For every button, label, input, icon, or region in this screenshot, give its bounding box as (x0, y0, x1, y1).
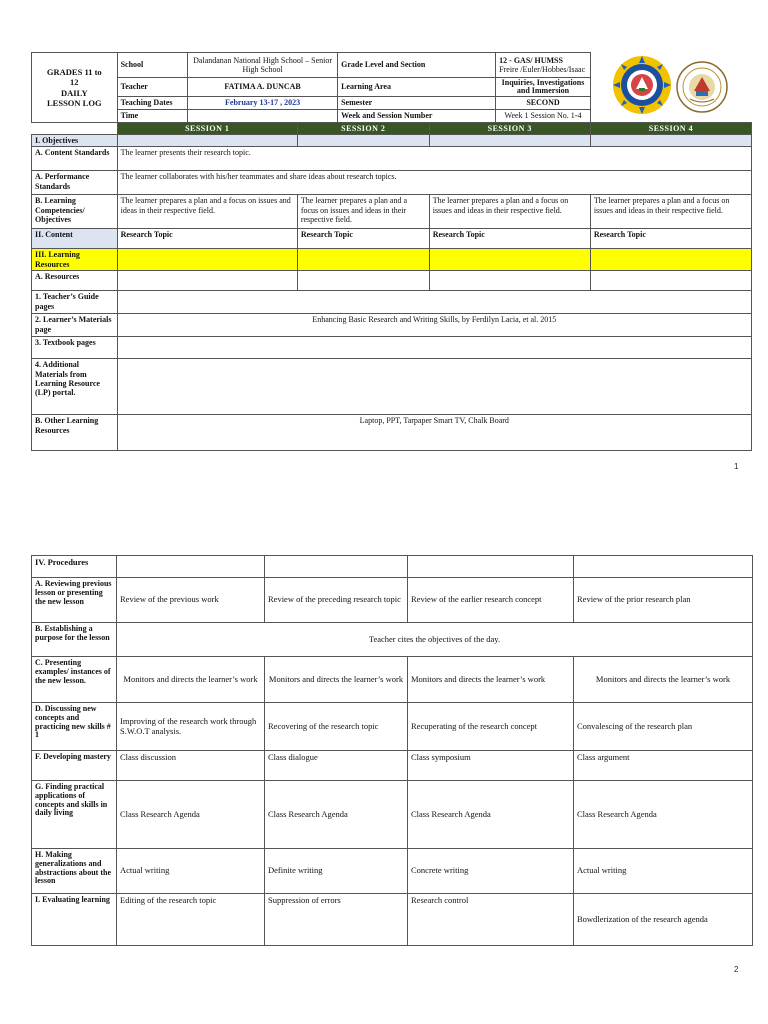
procedure-cell: Monitors and directs the learner’s work (117, 657, 265, 703)
procedure-cell: Monitors and directs the learner’s work (408, 657, 574, 703)
semester-label: Semester (338, 97, 496, 110)
resources-a-s3 (429, 271, 590, 291)
procedure-cell: Class Research Agenda (117, 781, 265, 849)
procedure-cell: Review of the prior research plan (574, 578, 753, 623)
objectives-heading: I. Objectives (32, 135, 118, 147)
procedure-cell: Improving of the research work through S.W.O.T analysis. (117, 703, 265, 751)
content-s3: Research Topic (429, 229, 590, 249)
grade-value: 12 - GAS/ HUMSS Freire /Euler/Hobbes/Isaac (496, 53, 591, 78)
school-value: Dalandanan National High School – Senior High School (188, 53, 338, 78)
resources-s1 (117, 249, 297, 271)
page-number-1: 1 (734, 462, 739, 471)
grade-label: Grade Level and Section (338, 53, 496, 78)
teachers-guide-value (117, 291, 751, 314)
session-2-header: SESSION 2 (297, 123, 429, 135)
area-label: Learning Area (338, 78, 496, 97)
procedure-cell-merged: Teacher cites the objectives of the day. (117, 623, 753, 657)
content-s1: Research Topic (117, 229, 297, 249)
procedure-cell: Bowdlerization of the research agenda (574, 894, 753, 946)
procedure-cell: Recuperating of the research concept (408, 703, 574, 751)
procedure-cell: Monitors and directs the learner’s work (574, 657, 753, 703)
procedure-cell: Monitors and directs the learner’s work (265, 657, 408, 703)
session-1-header: SESSION 1 (117, 123, 297, 135)
semester-value: SECOND (496, 97, 591, 110)
page-number-2: 2 (734, 965, 739, 974)
week-value: Week 1 Session No. 1-4 (496, 110, 591, 123)
competencies-label: B. Learning Competencies/ Objectives (32, 195, 118, 229)
performance-standards-value: The learner collaborates with his/her teammates and share ideas about research topics. (117, 171, 751, 195)
competency-s3: The learner prepares a plan and a focus on issues and ideas in their respective field. (429, 195, 590, 229)
objectives-s4 (590, 135, 751, 147)
learners-materials-value: Enhancing Basic Research and Writing Skills, by Ferdilyn Lacia, et al. 2015 (117, 314, 751, 337)
resources-s2 (297, 249, 429, 271)
procedure-row-label: A. Reviewing previous lesson or presenting the new lesson (32, 578, 117, 623)
session-4-header: SESSION 4 (590, 123, 751, 135)
additional-materials-value (117, 359, 751, 415)
performance-standards-label: A. Performance Standards (32, 171, 118, 195)
procedure-cell: Actual writing (117, 849, 265, 894)
content-s4: Research Topic (590, 229, 751, 249)
procedure-cell: Suppression of errors (265, 894, 408, 946)
procedure-cell: Class Research Agenda (408, 781, 574, 849)
objectives-s1 (117, 135, 297, 147)
content-standards-label: A. Content Standards (32, 147, 118, 171)
learners-materials-label: 2. Learner’s Materials page (32, 314, 118, 337)
procedure-cell: Class dialogue (265, 751, 408, 781)
procedure-cell: Editing of the research topic (117, 894, 265, 946)
procedure-cell: Research control (408, 894, 574, 946)
dates-label: Teaching Dates (117, 97, 187, 110)
additional-materials-label: 4. Additional Materials from Learning Resource (LP) portal. (32, 359, 118, 415)
procedure-row-label: B. Establishing a purpose for the lesson (32, 623, 117, 657)
procedures-s3 (408, 556, 574, 578)
content-standards-value: The learner presents their research topic. (117, 147, 751, 171)
school-label: School (117, 53, 187, 78)
log-title: GRADES 11 to 12 DAILY LESSON LOG (32, 53, 118, 123)
other-resources-label: B. Other Learning Resources (32, 415, 118, 451)
session-spacer (32, 123, 118, 135)
procedure-cell: Convalescing of the research plan (574, 703, 753, 751)
procedures-table (31, 555, 753, 946)
content-s2: Research Topic (297, 229, 429, 249)
division-seal-logo (676, 61, 728, 113)
other-resources-value: Laptop, PPT, Tarpaper Smart TV, Chalk Board (117, 415, 751, 451)
procedure-cell: Class discussion (117, 751, 265, 781)
procedure-row-label: H. Making generalizations and abstractions about the lesson (32, 849, 117, 894)
procedure-cell: Definite writing (265, 849, 408, 894)
procedure-cell: Actual writing (574, 849, 753, 894)
resources-a-s2 (297, 271, 429, 291)
objectives-s3 (429, 135, 590, 147)
procedure-row-label: D. Discussing new concepts and practicing new skills # 1 (32, 703, 117, 751)
resources-s3 (429, 249, 590, 271)
procedures-s4 (574, 556, 753, 578)
time-value (188, 110, 338, 123)
procedure-cell: Class symposium (408, 751, 574, 781)
procedure-row-label: C. Presenting examples/ instances of the new lesson. (32, 657, 117, 703)
teacher-label: Teacher (117, 78, 187, 97)
procedure-row-label: I. Evaluating learning (32, 894, 117, 946)
procedure-cell: Concrete writing (408, 849, 574, 894)
procedure-cell: Recovering of the research topic (265, 703, 408, 751)
competency-s1: The learner prepares a plan and a focus on issues and ideas in their respective field. (117, 195, 297, 229)
learning-resources-heading: III. Learning Resources (32, 249, 118, 271)
procedure-cell: Class argument (574, 751, 753, 781)
procedure-cell: Class Research Agenda (574, 781, 753, 849)
procedure-cell: Review of the earlier research concept (408, 578, 574, 623)
procedure-cell: Class Research Agenda (265, 781, 408, 849)
content-label: II. Content (32, 229, 118, 249)
procedure-row-label: G. Finding practical applications of concepts and skills in daily living (32, 781, 117, 849)
school-seal-logo (612, 55, 672, 115)
week-label: Week and Session Number (338, 110, 496, 123)
area-value: Inquiries, Investigations and Immersion (496, 78, 591, 97)
procedure-cell: Review of the preceding research topic (265, 578, 408, 623)
competency-s2: The learner prepares a plan and a focus on issues and ideas in their respective field. (297, 195, 429, 229)
objectives-s2 (297, 135, 429, 147)
resources-a-s1 (117, 271, 297, 291)
resources-label: A. Resources (32, 271, 118, 291)
textbook-label: 3. Textbook pages (32, 337, 118, 359)
session-3-header: SESSION 3 (429, 123, 590, 135)
resources-a-s4 (590, 271, 751, 291)
teachers-guide-label: 1. Teacher’s Guide pages (32, 291, 118, 314)
procedure-cell: Review of the previous work (117, 578, 265, 623)
procedures-heading: IV. Procedures (32, 556, 117, 578)
procedures-s1 (117, 556, 265, 578)
procedure-row-label: F. Developing mastery (32, 751, 117, 781)
time-label: Time (117, 110, 187, 123)
resources-s4 (590, 249, 751, 271)
textbook-value (117, 337, 751, 359)
dates-value: February 13-17 , 2023 (188, 97, 338, 110)
teacher-value: FATIMA A. DUNCAB (188, 78, 338, 97)
competency-s4: The learner prepares a plan and a focus on issues and ideas in their respective field. (590, 195, 751, 229)
procedures-s2 (265, 556, 408, 578)
